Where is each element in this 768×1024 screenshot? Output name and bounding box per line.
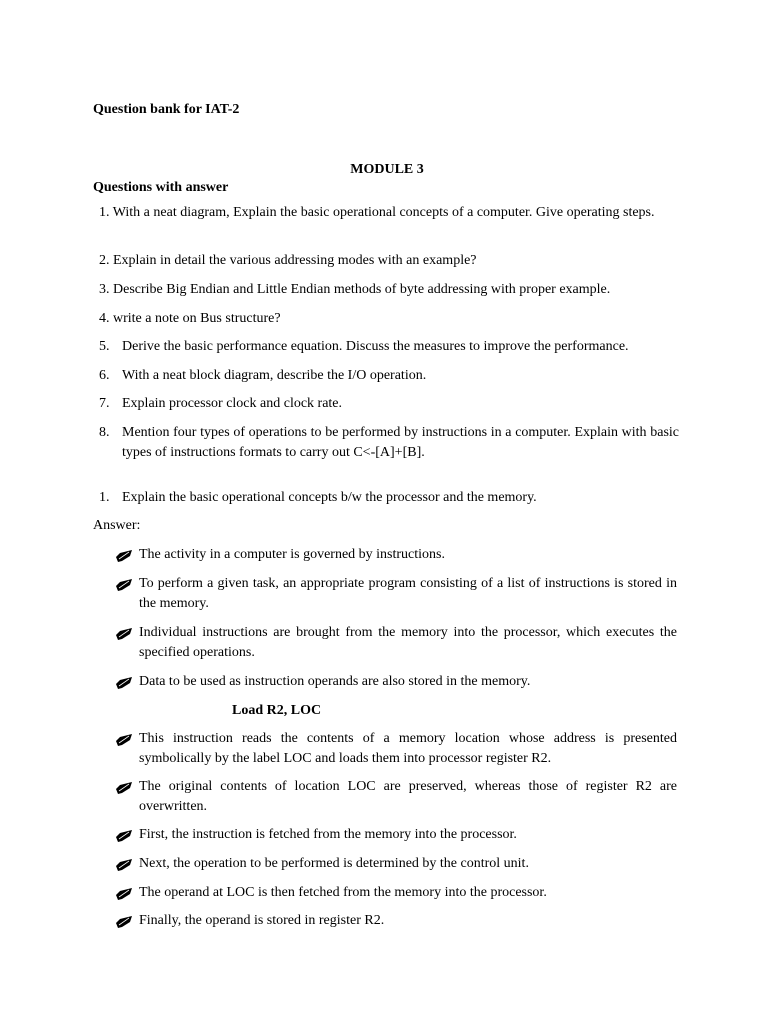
question-item [99,251,679,271]
question-item [99,309,679,329]
answer-question-text: Explain the basic operational concepts b/w the processor and the memory. [122,490,537,505]
pen-bullet-icon [116,888,132,900]
question-number: 3. [99,282,110,297]
module-heading: MODULE 3 [350,162,424,177]
bullet-text: The original contents of location LOC are preserved, whereas those of register R2 are overwritten. [139,779,677,814]
pen-bullet-icon [116,830,132,842]
instruction-example: Load R2, LOC [232,703,322,718]
bullet-text: Finally, the operand is stored in register R2. [139,913,385,928]
bullet-text: Data to be used as instruction operands are also stored in the memory. [139,674,531,689]
bullet-text: This instruction reads the contents of a memory location whose address is presented symbolically by the label LOC and loads them into processor register R2. [139,731,677,766]
pen-bullet-icon [116,859,132,871]
question-number: 2. [99,253,110,268]
pen-bullet-icon [116,782,132,794]
pen-bullet-icon [116,628,132,640]
question-text: Describe Big Endian and Little Endian methods of byte addressing with proper example. [113,282,611,297]
bullet-text: First, the instruction is fetched from the memory into the processor. [139,827,517,842]
question-number: 4. [99,311,110,326]
question-text: write a note on Bus structure? [113,311,281,326]
question-text: With a neat block diagram, describe the I/O operation. [122,368,427,383]
pen-bullet-icon [116,916,132,928]
question-item [99,203,679,223]
question-text: Explain in detail the various addressing modes with an example? [113,253,477,268]
bullet-text: The activity in a computer is governed by instructions. [139,547,445,562]
question-text: Mention four types of operations to be performed by instructions in a computer. Explain with basic types of instructions formats to carry out C<-[A]+[B]. [122,425,679,460]
bullet-text: Next, the operation to be performed is determined by the control unit. [139,856,529,871]
question-number: 7. [99,396,110,411]
section-heading: Questions with answer [93,180,229,195]
question-number: 8. [99,425,110,440]
answer-question-number: 1. [99,490,110,505]
question-number: 5. [99,339,110,354]
question-text: Derive the basic performance equation. Discuss the measures to improve the performance. [122,339,629,354]
answer-label: Answer: [93,518,141,533]
pen-bullet-icon [116,734,132,746]
pen-bullet-icon [116,579,132,591]
doc-title: Question bank for IAT-2 [93,102,240,117]
question-number: 6. [99,368,110,383]
pen-bullet-icon [116,550,132,562]
bullet-text: To perform a given task, an appropriate program consisting of a list of instructions is stored in the memory. [139,576,677,611]
question-text: With a neat diagram, Explain the basic operational concepts of a computer. Give operating steps. [112,205,655,220]
bullet-text: Individual instructions are brought from the memory into the processor, which executes the specified operations. [139,625,677,660]
question-number: 1. [99,205,110,220]
question-text: Explain processor clock and clock rate. [122,396,343,411]
pen-bullet-icon [116,677,132,689]
question-item [99,280,679,300]
bullet-text: The operand at LOC is then fetched from the memory into the processor. [139,885,547,900]
